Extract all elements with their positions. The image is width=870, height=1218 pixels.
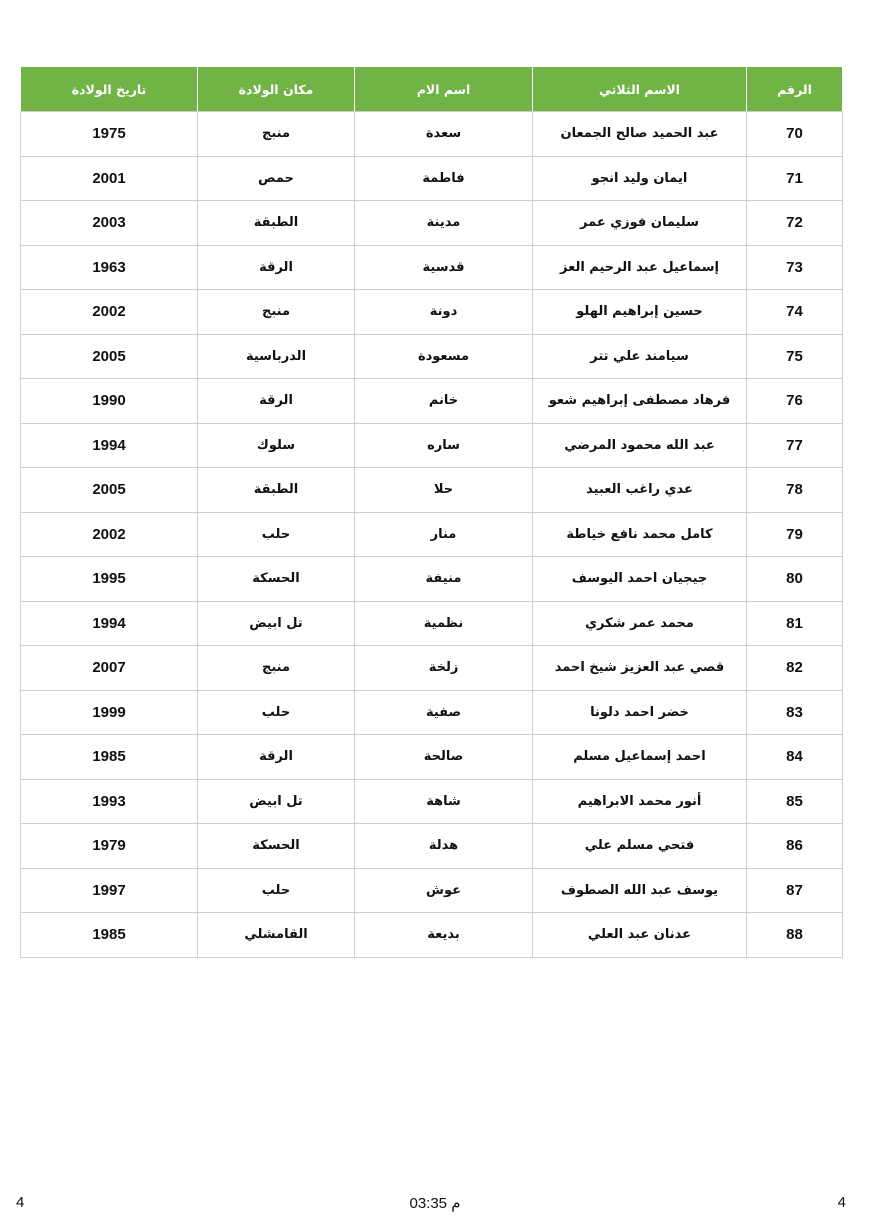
cell-number: 83 xyxy=(747,690,843,735)
cell-full-name: خضر احمد دلونا xyxy=(533,690,747,735)
cell-mother-name: نظمية xyxy=(355,601,533,646)
cell-full-name: سيامند علي تتر xyxy=(533,334,747,379)
table-row xyxy=(21,156,843,201)
header-mother-name: اسم الام xyxy=(355,67,533,112)
cell-birth-year: 1979 xyxy=(21,824,198,869)
header-birth-year: تاريخ الولادة xyxy=(21,67,198,112)
table-row xyxy=(21,201,843,246)
cell-birth-place: الحسكة xyxy=(198,824,355,869)
cell-mother-name: ساره xyxy=(355,423,533,468)
cell-full-name: فرهاد مصطفى إبراهيم شعو xyxy=(533,379,747,424)
cell-number: 79 xyxy=(747,512,843,557)
cell-number: 73 xyxy=(747,245,843,290)
cell-mother-name: قدسية xyxy=(355,245,533,290)
table-row xyxy=(21,868,843,913)
cell-mother-name: صالحة xyxy=(355,735,533,780)
cell-number: 70 xyxy=(747,112,843,157)
cell-full-name: إسماعيل عبد الرحيم العز xyxy=(533,245,747,290)
table-row xyxy=(21,913,843,958)
header-number: الرقم xyxy=(747,67,843,112)
cell-birth-year: 1985 xyxy=(21,735,198,780)
cell-mother-name: خانم xyxy=(355,379,533,424)
cell-birth-year: 2002 xyxy=(21,290,198,335)
cell-mother-name: حلا xyxy=(355,468,533,513)
table-body xyxy=(21,112,843,958)
cell-birth-place: تل ابيض xyxy=(198,779,355,824)
cell-birth-place: منبج xyxy=(198,290,355,335)
cell-full-name: عدي راغب العبيد xyxy=(533,468,747,513)
table-row xyxy=(21,423,843,468)
cell-mother-name: مدينة xyxy=(355,201,533,246)
cell-birth-year: 2001 xyxy=(21,156,198,201)
cell-birth-place: الطبقة xyxy=(198,201,355,246)
cell-birth-year: 2007 xyxy=(21,646,198,691)
cell-birth-place: منبج xyxy=(198,646,355,691)
cell-birth-place: حلب xyxy=(198,868,355,913)
cell-birth-year: 1994 xyxy=(21,601,198,646)
cell-birth-place: الرقة xyxy=(198,245,355,290)
cell-mother-name: صفية xyxy=(355,690,533,735)
cell-full-name: ايمان وليد انجو xyxy=(533,156,747,201)
cell-birth-place: منبج xyxy=(198,112,355,157)
cell-mother-name: مسعودة xyxy=(355,334,533,379)
cell-number: 75 xyxy=(747,334,843,379)
cell-full-name: جيجيان احمد اليوسف xyxy=(533,557,747,602)
cell-full-name: قصي عبد العزيز شيخ احمد xyxy=(533,646,747,691)
table-row xyxy=(21,112,843,157)
cell-birth-year: 1975 xyxy=(21,112,198,157)
cell-mother-name: عوش xyxy=(355,868,533,913)
table-row xyxy=(21,334,843,379)
cell-birth-year: 1985 xyxy=(21,913,198,958)
table-row xyxy=(21,824,843,869)
table-row xyxy=(21,290,843,335)
table-row xyxy=(21,468,843,513)
table-row xyxy=(21,245,843,290)
cell-birth-year: 1994 xyxy=(21,423,198,468)
cell-number: 71 xyxy=(747,156,843,201)
footer-page-number-left: 4 xyxy=(16,1194,25,1211)
cell-full-name: أنور محمد الابراهيم xyxy=(533,779,747,824)
footer-time xyxy=(0,1194,870,1212)
cell-number: 81 xyxy=(747,601,843,646)
cell-mother-name: شاهة xyxy=(355,779,533,824)
cell-birth-year: 1993 xyxy=(21,779,198,824)
cell-full-name: يوسف عبد الله الصطوف xyxy=(533,868,747,913)
cell-mother-name: سعدة xyxy=(355,112,533,157)
table-row xyxy=(21,690,843,735)
cell-full-name: حسين إبراهيم الهلو xyxy=(533,290,747,335)
footer-time-text: 03:35 م xyxy=(409,1195,461,1212)
cell-birth-place: سلوك xyxy=(198,423,355,468)
cell-birth-place: الحسكة xyxy=(198,557,355,602)
cell-birth-year: 1997 xyxy=(21,868,198,913)
table-row xyxy=(21,557,843,602)
table-row xyxy=(21,379,843,424)
cell-birth-year: 1995 xyxy=(21,557,198,602)
header-full-name: الاسم الثلاثي xyxy=(533,67,747,112)
cell-birth-place: الطبقة xyxy=(198,468,355,513)
cell-number: 78 xyxy=(747,468,843,513)
cell-birth-year: 1963 xyxy=(21,245,198,290)
cell-mother-name: هدلة xyxy=(355,824,533,869)
table-row xyxy=(21,735,843,780)
cell-full-name: محمد عمر شكري xyxy=(533,601,747,646)
cell-number: 82 xyxy=(747,646,843,691)
header-birth-place: مكان الولادة xyxy=(198,67,355,112)
data-table xyxy=(20,66,843,958)
cell-full-name: سليمان فوزي عمر xyxy=(533,201,747,246)
cell-birth-place: الرقة xyxy=(198,735,355,780)
cell-birth-year: 2002 xyxy=(21,512,198,557)
cell-number: 87 xyxy=(747,868,843,913)
cell-mother-name: منيفة xyxy=(355,557,533,602)
cell-mother-name: زلخة xyxy=(355,646,533,691)
cell-mother-name: دونة xyxy=(355,290,533,335)
cell-full-name: احمد إسماعيل مسلم xyxy=(533,735,747,780)
cell-full-name: عبد الحميد صالح الجمعان xyxy=(533,112,747,157)
cell-birth-place: حمص xyxy=(198,156,355,201)
footer-page-number-right: 4 xyxy=(837,1194,846,1211)
cell-birth-year: 2003 xyxy=(21,201,198,246)
cell-number: 80 xyxy=(747,557,843,602)
cell-birth-year: 2005 xyxy=(21,468,198,513)
cell-number: 72 xyxy=(747,201,843,246)
cell-number: 84 xyxy=(747,735,843,780)
cell-full-name: فتحي مسلم علي xyxy=(533,824,747,869)
cell-full-name: كامل محمد نافع خياطة xyxy=(533,512,747,557)
table-header-row xyxy=(21,67,843,112)
cell-birth-place: حلب xyxy=(198,512,355,557)
table-row xyxy=(21,601,843,646)
table-row xyxy=(21,646,843,691)
cell-birth-place: الدرباسية xyxy=(198,334,355,379)
cell-mother-name: فاطمة xyxy=(355,156,533,201)
cell-number: 85 xyxy=(747,779,843,824)
cell-number: 77 xyxy=(747,423,843,468)
cell-birth-place: الرقة xyxy=(198,379,355,424)
cell-number: 74 xyxy=(747,290,843,335)
cell-number: 86 xyxy=(747,824,843,869)
cell-birth-place: القامشلي xyxy=(198,913,355,958)
cell-birth-year: 1999 xyxy=(21,690,198,735)
cell-birth-year: 2005 xyxy=(21,334,198,379)
table-row xyxy=(21,779,843,824)
cell-number: 88 xyxy=(747,913,843,958)
data-table-container xyxy=(20,66,842,958)
cell-birth-place: حلب xyxy=(198,690,355,735)
cell-birth-year: 1990 xyxy=(21,379,198,424)
cell-number: 76 xyxy=(747,379,843,424)
cell-full-name: عدنان عبد العلي xyxy=(533,913,747,958)
cell-mother-name: بديعة xyxy=(355,913,533,958)
cell-full-name: عبد الله محمود المرضي xyxy=(533,423,747,468)
table-row xyxy=(21,512,843,557)
cell-mother-name: منار xyxy=(355,512,533,557)
cell-birth-place: تل ابيض xyxy=(198,601,355,646)
